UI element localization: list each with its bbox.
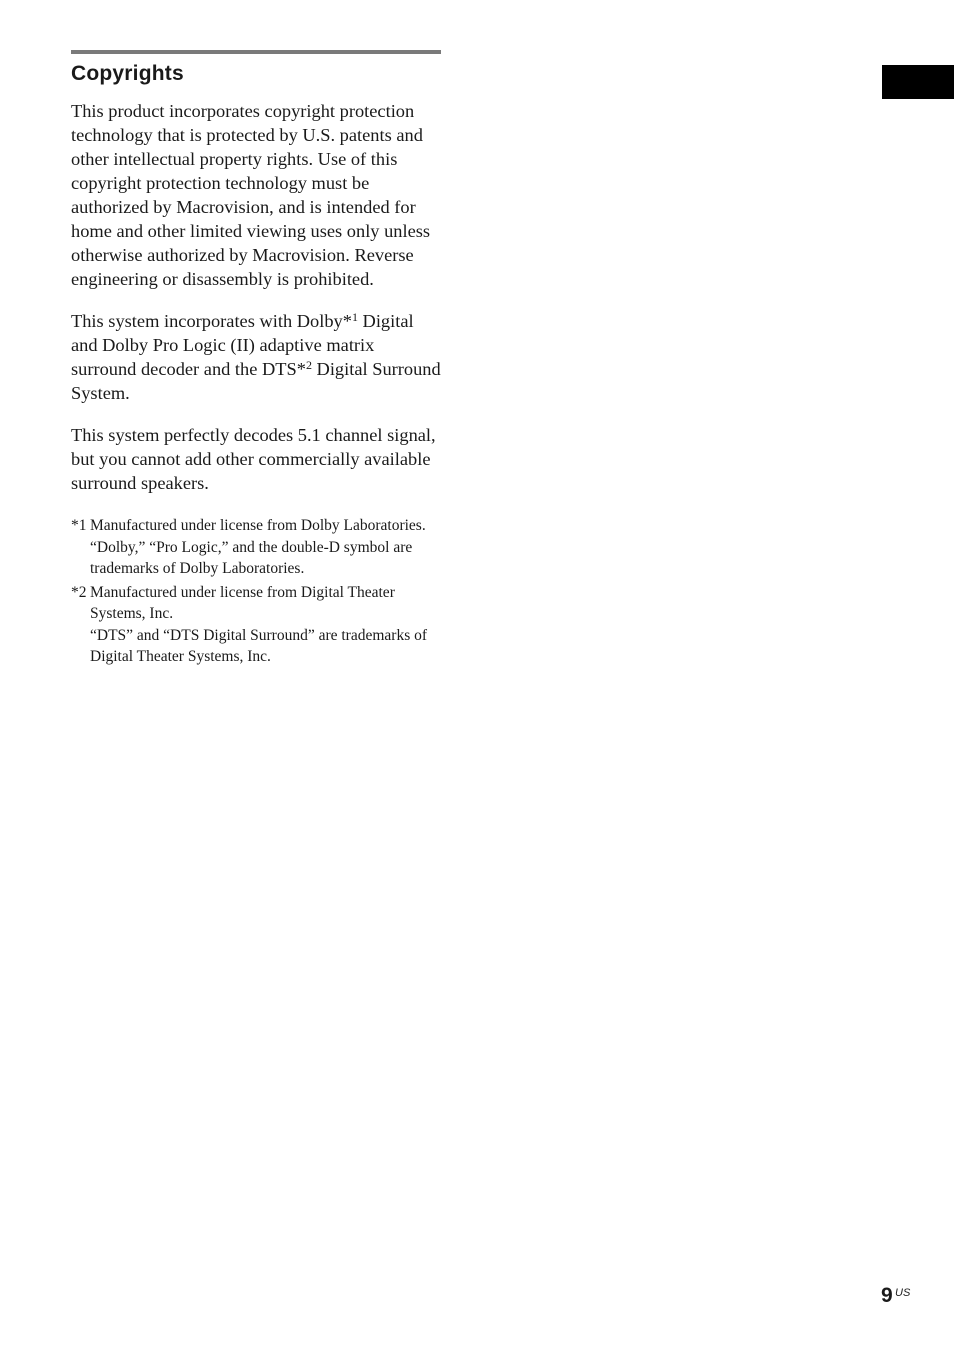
section-title: Copyrights [71,62,184,85]
section-tab-marker [882,65,954,99]
footnote-text: Manufactured under license from Dolby Laboratories. [90,517,426,534]
footnote-marker: *2 [71,583,87,601]
footnote-item [71,582,441,668]
page-number: 9 [881,1284,893,1307]
dolby-dts-text-3: Digital Surround System. [71,359,441,403]
footnote-marker: *1 [71,517,87,534]
dolby-dts-text-1: This system incorporates with Dolby* [71,311,352,331]
footnotes [71,515,441,668]
footnote-text: “Dolby,” “Pro Logic,” and the double-D symbol are trademarks of Dolby Laboratories. [90,538,413,577]
copyright-protection-paragraph: This product incorporates copyright protection technology that is protected by U.S. patents and other intellectual property rights. Use of this copyright protection technology must be authorized by Macrovision, and is intended for home and other limited viewing uses only unless otherwise authorized by Macrovision. Reverse engineering or disassembly is prohibited. [71,101,431,289]
channel-paragraph: This system perfectly decodes 5.1 channel signal, but you cannot add other commercially available surround speakers. [71,425,436,493]
dolby-dts-text-2: Digital and Dolby Pro Logic (II) adaptive matrix surround decoder and the DTS* [71,311,414,379]
dolby-dts-paragraph [71,309,441,405]
footnote-item [71,515,441,580]
main-column [71,50,441,670]
footnote-ref-2: 2 [305,358,312,372]
footnote-text: “DTS” and “DTS Digital Surround” are trademarks of Digital Theater Systems, Inc. [90,626,428,665]
footnote-text: Manufactured under license from Digital Theater Systems, Inc. [90,583,395,622]
section-rule [71,50,441,54]
footnote-ref-1: 1 [351,310,358,324]
page-number-suffix: US [895,1287,911,1299]
